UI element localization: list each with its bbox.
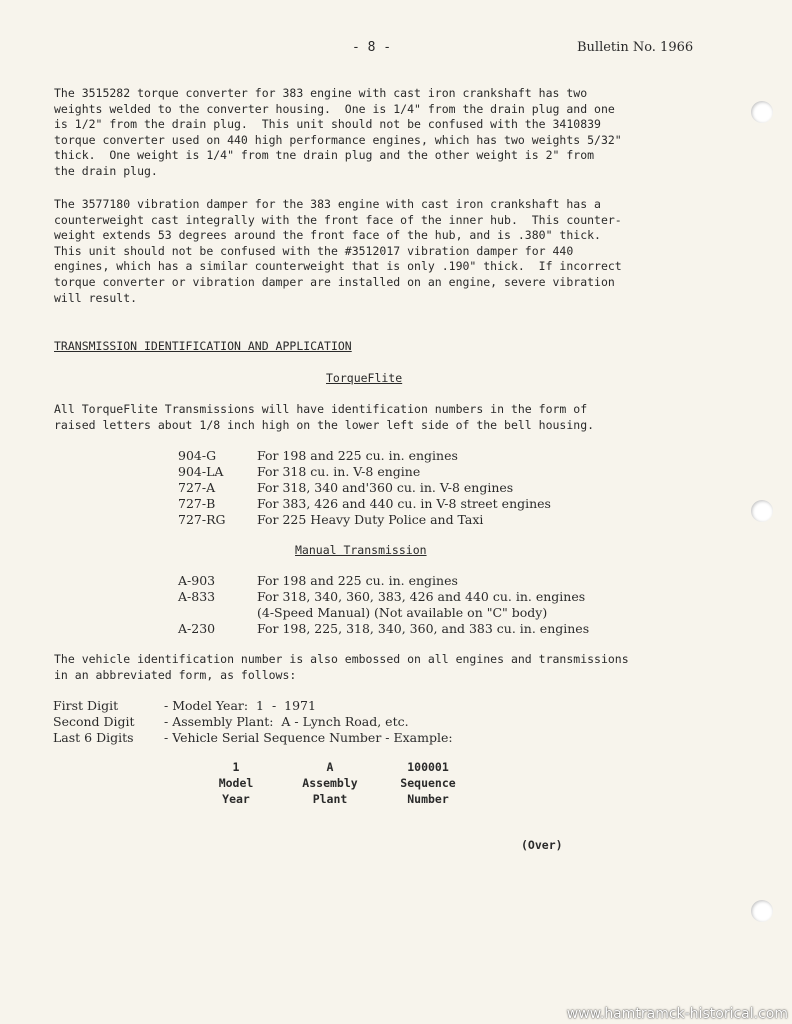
torqueflite-desc: For 383, 426 and 440 cu. in V-8 street engines	[257, 496, 551, 511]
torqueflite-title: TorqueFlite	[326, 371, 403, 385]
manual-desc: For 198, 225, 318, 340, 360, and 383 cu. in. engines	[257, 621, 590, 636]
example-label: Plant	[312, 792, 348, 806]
example-label: Model	[218, 776, 254, 790]
bulletin-number: Bulletin No. 1966	[577, 40, 694, 55]
torqueflite-desc: For 318, 340 and'360 cu. in. V-8 engines	[257, 480, 514, 495]
example-value: A	[326, 760, 334, 774]
manual-code: A-230	[178, 621, 216, 636]
torqueflite-desc: For 198 and 225 cu. in. engines	[257, 448, 458, 463]
binder-hole	[751, 500, 773, 522]
example-label: Sequence	[400, 776, 456, 790]
binder-hole	[751, 101, 773, 123]
torqueflite-code: 727-B	[178, 496, 216, 511]
torqueflite-desc: For 318 cu. in. V-8 engine	[257, 464, 421, 479]
torqueflite-code: 727-RG	[178, 512, 226, 527]
torqueflite-code: 904-G	[178, 448, 217, 463]
example-label: Year	[222, 792, 250, 806]
watermark: www.hamtramck-historical.com	[566, 1006, 788, 1022]
manual-desc: For 318, 340, 360, 383, 426 and 440 cu. in. engines (4-Speed Manual) (Not available on "C" body)	[257, 589, 586, 620]
section-title: TRANSMISSION IDENTIFICATION AND APPLICATION	[54, 339, 352, 353]
torqueflite-code: 727-A	[178, 480, 216, 495]
example-label: Number	[407, 792, 449, 806]
manual-code: A-903	[178, 573, 216, 588]
torqueflite-desc: For 225 Heavy Duty Police and Taxi	[257, 512, 484, 527]
paragraph-vibration-damper: The 3577180 vibration damper for the 383 engine with cast iron crankshaft has a counterweight cast integrally with the front face of the inner hub. This counter- weight extends 53 degrees around the front face of the hub, and is .380" thick. This unit should not be confused with the #3512017 vibration damper for 440 engines, which has a similar counterweight that is only .190" thick. If incorrect torque converter or vibration damper are installed on an engine, severe vibration will result.	[54, 197, 622, 305]
over-note: (Over)	[521, 838, 563, 852]
vin-value: - Vehicle Serial Sequence Number - Example:	[164, 730, 453, 745]
manual-desc: For 198 and 225 cu. in. engines	[257, 573, 458, 588]
manual-code: A-833	[178, 589, 216, 604]
torqueflite-intro: All TorqueFlite Transmissions will have identification numbers in the form of raised letters about 1/8 inch high on the lower left side of the bell housing.	[54, 402, 595, 432]
binder-hole	[751, 900, 773, 922]
page-number: - 8 -	[352, 40, 392, 55]
paragraph-torque-converter: The 3515282 torque converter for 383 engine with cast iron crankshaft has two weights welded to the converter housing. One is 1/4" from the drain plug and one is 1/2" from the drain plug. This unit should not be confused with the 3410839 torque converter used on 440 high performance engines, which has two weights 5/32" thick. One weight is 1/4" from tne drain plug and the other weight is 2" from the drain plug.	[54, 86, 622, 178]
vin-value: - Model Year: 1 - 1971	[164, 698, 316, 713]
vin-value: - Assembly Plant: A - Lynch Road, etc.	[164, 714, 409, 729]
vin-label: First Digit	[53, 698, 119, 713]
example-value: 1	[232, 760, 240, 774]
vin-label: Last 6 Digits	[53, 730, 134, 745]
manual-title: Manual Transmission	[295, 543, 427, 557]
vin-label: Second Digit	[53, 714, 135, 729]
torqueflite-code: 904-LA	[178, 464, 224, 479]
example-value: 100001	[407, 760, 449, 774]
example-label: Assembly	[302, 776, 358, 790]
vin-intro: The vehicle identification number is also embossed on all engines and transmissions in an abbreviated form, as follows:	[54, 652, 629, 682]
